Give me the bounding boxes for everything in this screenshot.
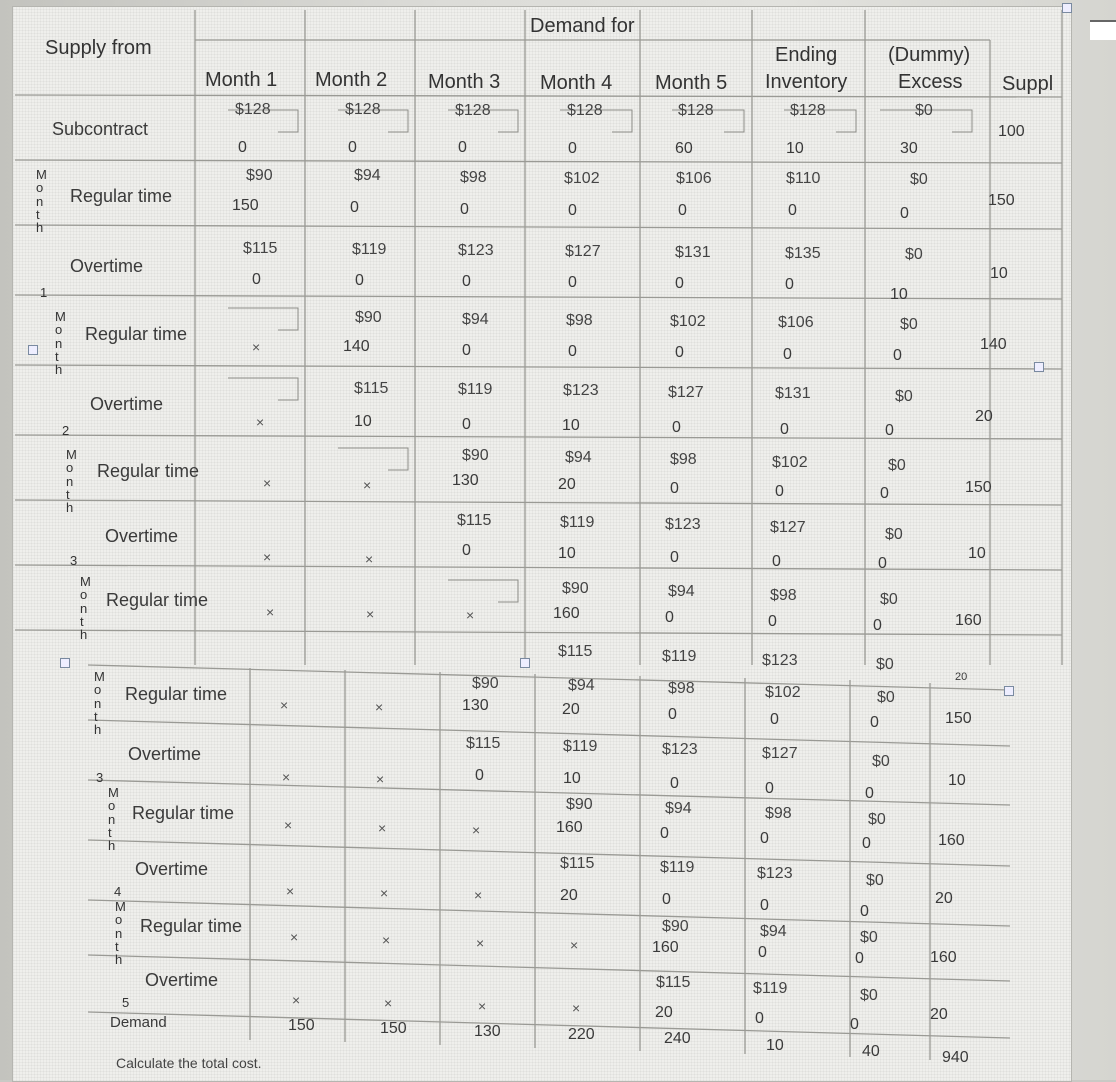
- no-route-mark: ×: [266, 604, 275, 620]
- allocation-cell[interactable]: 0: [568, 202, 577, 219]
- allocation-cell[interactable]: 0: [568, 343, 577, 360]
- allocation-cell[interactable]: 0: [775, 483, 784, 500]
- month-number-3: 3: [96, 770, 104, 785]
- cost-cell: $0: [885, 526, 903, 543]
- no-route-mark: ×: [282, 769, 291, 785]
- cost-cell: $0: [868, 811, 886, 828]
- cost-cell: $98: [765, 805, 792, 822]
- cost-cell: $0: [860, 929, 878, 946]
- demand-cell: 130: [474, 1023, 501, 1040]
- allocation-cell[interactable]: 0: [860, 903, 869, 920]
- no-route-mark: ×: [366, 606, 375, 622]
- column-month-5: Month 5: [655, 72, 728, 94]
- cost-cell: $128: [345, 101, 381, 118]
- row-label-overtime: Overtime: [90, 394, 164, 414]
- row-label-regular-time: Regular time: [106, 590, 209, 610]
- no-route-mark: ×: [284, 817, 293, 833]
- cost-cell: $127: [762, 745, 798, 762]
- supply-cell: 140: [980, 336, 1007, 353]
- cost-cell: $115: [243, 240, 278, 257]
- allocation-cell[interactable]: 20: [655, 1004, 673, 1021]
- cost-cell: $94: [760, 923, 787, 940]
- no-route-mark: ×: [378, 820, 387, 836]
- no-route-mark: ×: [252, 339, 261, 355]
- month-vertical-label: M o n t h: [80, 574, 91, 642]
- cost-cell: $94: [462, 311, 489, 328]
- no-route-mark: ×: [474, 887, 483, 903]
- allocation-cell[interactable]: 0: [670, 549, 679, 566]
- no-route-mark: ×: [384, 995, 393, 1011]
- month-number-2: 2: [62, 423, 70, 438]
- demand-cell: 10: [766, 1037, 784, 1054]
- allocation-cell[interactable]: 0: [670, 480, 679, 497]
- supply-cell: 20: [930, 1006, 948, 1023]
- cost-cell: $98: [668, 680, 695, 697]
- allocation-cell[interactable]: 0: [893, 347, 902, 364]
- month-vertical-label: M o n t h: [108, 785, 119, 853]
- allocation-cell[interactable]: 0: [862, 835, 871, 852]
- cost-cell: $0: [876, 656, 894, 673]
- allocation-cell[interactable]: 140: [343, 338, 370, 355]
- no-route-mark: ×: [256, 414, 265, 430]
- allocation-cell[interactable]: 10: [558, 545, 576, 562]
- supply-cell: 20: [975, 408, 993, 425]
- cost-cell: $119: [563, 738, 598, 755]
- demand-cell: 220: [568, 1026, 595, 1043]
- allocation-cell[interactable]: 0: [660, 825, 669, 842]
- row-label-regular-time: Regular time: [97, 461, 200, 481]
- allocation-cell[interactable]: 0: [885, 422, 894, 439]
- no-route-mark: ×: [290, 929, 299, 945]
- side-panel-tab[interactable]: [1090, 20, 1116, 40]
- cost-cell: $128: [790, 102, 826, 119]
- no-route-mark: ×: [472, 822, 481, 838]
- supply-cell: 160: [930, 949, 957, 966]
- cost-cell: $90: [355, 309, 382, 326]
- allocation-cell[interactable]: 0: [568, 274, 577, 291]
- cost-cell: $123: [563, 382, 599, 399]
- supply-cell: 10: [968, 545, 986, 562]
- allocation-cell[interactable]: 0: [770, 711, 779, 728]
- supply-cell: 150: [988, 192, 1015, 209]
- allocation-cell[interactable]: 0: [678, 202, 687, 219]
- cost-cell: $94: [565, 449, 592, 466]
- cost-cell: $119: [662, 648, 697, 665]
- cost-cell: $123: [665, 516, 701, 533]
- cost-cell: $0: [872, 753, 890, 770]
- cost-cell: $0: [910, 171, 928, 188]
- allocation-cell[interactable]: 0: [665, 609, 674, 626]
- month-number-1: 1: [40, 285, 48, 300]
- allocation-cell[interactable]: 150: [232, 197, 259, 214]
- supply-cell: 20: [955, 671, 968, 683]
- no-route-mark: ×: [380, 885, 389, 901]
- supply-cell: 20: [935, 890, 953, 907]
- cost-cell: $123: [662, 741, 698, 758]
- row-label-regular-time: Regular time: [85, 324, 188, 344]
- cost-cell: $123: [762, 652, 798, 669]
- row-label-regular-time: Regular time: [70, 186, 173, 206]
- allocation-cell[interactable]: 0: [850, 1016, 859, 1033]
- allocation-cell[interactable]: 10: [563, 770, 581, 787]
- demand-cell: 240: [664, 1030, 691, 1047]
- allocation-cell[interactable]: 160: [553, 605, 580, 622]
- supply-from-header: Supply from: [45, 37, 152, 59]
- row-label-overtime: Overtime: [128, 744, 202, 764]
- resize-handle[interactable]: [28, 345, 38, 355]
- cost-cell: $115: [466, 735, 501, 752]
- allocation-cell[interactable]: 0: [460, 201, 469, 218]
- cost-cell: $0: [877, 689, 895, 706]
- column-month-2: Month 2: [315, 69, 388, 91]
- column-dummy-line2: Excess: [898, 71, 963, 93]
- column-month-1: Month 1: [205, 69, 278, 91]
- no-route-mark: ×: [292, 992, 301, 1008]
- cost-cell: $115: [457, 512, 492, 529]
- cost-cell: $94: [568, 677, 595, 694]
- supply-cell: 150: [945, 710, 972, 727]
- allocation-cell[interactable]: 0: [780, 421, 789, 438]
- cost-cell: $127: [668, 384, 704, 401]
- cost-cell: $0: [895, 388, 913, 405]
- allocation-cell[interactable]: 0: [238, 139, 247, 156]
- cost-cell: $0: [900, 316, 918, 333]
- allocation-cell[interactable]: 0: [672, 419, 681, 436]
- supply-cell: 100: [998, 123, 1025, 140]
- row-label-overtime: Overtime: [70, 256, 144, 276]
- no-route-mark: ×: [365, 551, 374, 567]
- allocation-cell[interactable]: 130: [462, 697, 489, 714]
- column-dummy-line1: (Dummy): [888, 44, 971, 66]
- no-route-mark: ×: [263, 549, 272, 565]
- allocation-cell[interactable]: 160: [652, 939, 679, 956]
- allocation-cell[interactable]: 0: [878, 555, 887, 572]
- allocation-cell[interactable]: 20: [560, 887, 578, 904]
- cost-cell: $98: [566, 312, 593, 329]
- column-month-4: Month 4: [540, 72, 613, 94]
- allocation-cell[interactable]: 0: [765, 780, 774, 797]
- month-vertical-label: M o n t h: [36, 167, 47, 235]
- allocation-cell[interactable]: 0: [760, 897, 769, 914]
- cost-cell: $115: [656, 974, 691, 991]
- allocation-cell[interactable]: 0: [355, 272, 364, 289]
- allocation-cell[interactable]: 0: [900, 205, 909, 222]
- allocation-cell[interactable]: 0: [785, 276, 794, 293]
- row-label-overtime: Overtime: [105, 526, 179, 546]
- demand-cell: 40: [862, 1043, 880, 1060]
- allocation-cell[interactable]: 130: [452, 472, 479, 489]
- allocation-cell[interactable]: 20: [558, 476, 576, 493]
- supply-cell: 160: [955, 612, 982, 629]
- row-label-regular-time: Regular time: [140, 916, 243, 936]
- allocation-cell[interactable]: 0: [675, 344, 684, 361]
- demand-cell: 150: [288, 1017, 315, 1034]
- row-label-overtime: Overtime: [145, 970, 219, 990]
- allocation-cell[interactable]: 0: [772, 553, 781, 570]
- allocation-cell[interactable]: 0: [855, 950, 864, 967]
- cost-cell: $102: [564, 170, 600, 187]
- cost-cell: $115: [354, 380, 389, 397]
- resize-handle[interactable]: [1034, 362, 1044, 372]
- cost-cell: $106: [676, 170, 712, 187]
- allocation-cell[interactable]: 0: [462, 416, 471, 433]
- cost-cell: $128: [455, 102, 491, 119]
- cost-cell: $0: [915, 102, 933, 119]
- no-route-mark: ×: [466, 607, 475, 623]
- cost-cell: $106: [778, 314, 814, 331]
- allocation-cell[interactable]: 0: [873, 617, 882, 634]
- cost-cell: $119: [660, 859, 695, 876]
- cost-cell: $90: [246, 167, 273, 184]
- cost-cell: $98: [460, 169, 487, 186]
- cost-cell: $98: [670, 451, 697, 468]
- allocation-cell[interactable]: 0: [865, 785, 874, 802]
- no-route-mark: ×: [382, 932, 391, 948]
- no-route-mark: ×: [286, 883, 295, 899]
- month-number-3: 3: [70, 553, 78, 568]
- cost-cell: $127: [565, 243, 601, 260]
- allocation-cell[interactable]: 0: [788, 202, 797, 219]
- cost-cell: $115: [558, 643, 593, 660]
- cost-cell: $102: [670, 313, 706, 330]
- allocation-cell[interactable]: 0: [568, 140, 577, 157]
- cost-cell: $127: [770, 519, 806, 536]
- demand-for-header: Demand for: [530, 15, 635, 37]
- cost-cell: $90: [462, 447, 489, 464]
- row-label-demand: Demand: [110, 1014, 167, 1031]
- allocation-cell[interactable]: 10: [890, 286, 908, 303]
- allocation-cell[interactable]: 0: [462, 342, 471, 359]
- allocation-cell[interactable]: 0: [348, 139, 357, 156]
- row-label-overtime: Overtime: [135, 859, 209, 879]
- cost-cell: $135: [785, 245, 821, 262]
- cost-cell: $123: [757, 865, 793, 882]
- no-route-mark: ×: [572, 1000, 581, 1016]
- month-vertical-label: M o n t h: [55, 309, 66, 377]
- cost-cell: $0: [905, 246, 923, 263]
- resize-handle[interactable]: [1062, 3, 1072, 13]
- allocation-cell[interactable]: 0: [675, 275, 684, 292]
- allocation-cell[interactable]: 0: [758, 944, 767, 961]
- allocation-cell[interactable]: 0: [768, 613, 777, 630]
- cost-cell: $102: [765, 684, 801, 701]
- row-label-regular-time: Regular time: [132, 803, 235, 823]
- resize-handle[interactable]: [60, 658, 70, 668]
- cost-cell: $119: [753, 980, 788, 997]
- no-route-mark: ×: [376, 771, 385, 787]
- allocation-cell[interactable]: 0: [668, 706, 677, 723]
- no-route-mark: ×: [375, 699, 384, 715]
- cost-cell: $131: [675, 244, 711, 261]
- cost-cell: $110: [786, 170, 821, 187]
- supply-cell: 160: [938, 832, 965, 849]
- allocation-cell[interactable]: 60: [675, 140, 693, 157]
- resize-handle[interactable]: [520, 658, 530, 668]
- allocation-cell[interactable]: 10: [354, 413, 372, 430]
- column-ending-line2: Inventory: [765, 71, 848, 93]
- demand-cell: 150: [380, 1020, 407, 1037]
- allocation-cell[interactable]: 0: [475, 767, 484, 784]
- allocation-cell[interactable]: 0: [755, 1010, 764, 1027]
- cost-cell: $0: [866, 872, 884, 889]
- allocation-cell[interactable]: 10: [786, 140, 804, 157]
- no-route-mark: ×: [363, 477, 372, 493]
- cost-cell: $94: [665, 800, 692, 817]
- no-route-mark: ×: [478, 998, 487, 1014]
- no-route-mark: ×: [263, 475, 272, 491]
- allocation-cell[interactable]: 0: [462, 542, 471, 559]
- cost-cell: $123: [458, 242, 494, 259]
- cost-cell: $90: [662, 918, 689, 935]
- supply-cell: 150: [965, 479, 992, 496]
- row-label-subcontract: Subcontract: [52, 119, 149, 139]
- cost-cell: $94: [668, 583, 695, 600]
- allocation-cell[interactable]: 0: [670, 775, 679, 792]
- allocation-cell[interactable]: 0: [350, 199, 359, 216]
- row-label-regular-time: Regular time: [125, 684, 228, 704]
- month-number-4: 4: [114, 884, 122, 899]
- cost-cell: $102: [772, 454, 808, 471]
- allocation-cell[interactable]: 0: [458, 139, 467, 156]
- cost-cell: $0: [880, 591, 898, 608]
- cost-cell: $115: [560, 855, 595, 872]
- cost-cell: $128: [678, 102, 714, 119]
- question-prompt: Calculate the total cost.: [116, 1055, 262, 1071]
- no-route-mark: ×: [476, 935, 485, 951]
- supply-cell: 10: [990, 265, 1008, 282]
- cost-cell: $128: [235, 101, 271, 118]
- allocation-cell[interactable]: 0: [870, 714, 879, 731]
- allocation-cell[interactable]: 30: [900, 140, 918, 157]
- month-vertical-label: M o n t h: [94, 669, 105, 737]
- column-ending-line1: Ending: [775, 44, 838, 66]
- allocation-cell[interactable]: 0: [662, 891, 671, 908]
- cost-cell: $119: [352, 241, 387, 258]
- no-route-mark: ×: [280, 697, 289, 713]
- column-supply: Suppl: [1002, 73, 1054, 95]
- supply-cell: 10: [948, 772, 966, 789]
- cost-cell: $90: [562, 580, 589, 597]
- month-vertical-label: M o n t h: [66, 447, 77, 515]
- no-route-mark: ×: [570, 937, 579, 953]
- allocation-cell[interactable]: 160: [556, 819, 583, 836]
- cost-cell: $119: [458, 381, 493, 398]
- cost-cell: $98: [770, 587, 797, 604]
- cost-cell: $90: [472, 675, 499, 692]
- cost-cell: $0: [888, 457, 906, 474]
- allocation-cell[interactable]: 0: [880, 485, 889, 502]
- cost-cell: $131: [775, 385, 811, 402]
- demand-total: 940: [942, 1049, 969, 1066]
- cost-cell: $94: [354, 167, 381, 184]
- allocation-cell[interactable]: 0: [760, 830, 769, 847]
- allocation-cell[interactable]: 20: [562, 701, 580, 718]
- column-month-3: Month 3: [428, 71, 501, 93]
- allocation-cell[interactable]: 0: [783, 346, 792, 363]
- allocation-cell[interactable]: 0: [252, 271, 261, 288]
- allocation-cell[interactable]: 10: [562, 417, 580, 434]
- allocation-cell[interactable]: 0: [462, 273, 471, 290]
- cost-cell: $0: [860, 987, 878, 1004]
- cost-cell: $90: [566, 796, 593, 813]
- month-vertical-label: M o n t h: [115, 899, 126, 967]
- month-number-5: 5: [122, 995, 130, 1010]
- cost-cell: $119: [560, 514, 595, 531]
- cost-cell: $128: [567, 102, 603, 119]
- resize-handle[interactable]: [1004, 686, 1014, 696]
